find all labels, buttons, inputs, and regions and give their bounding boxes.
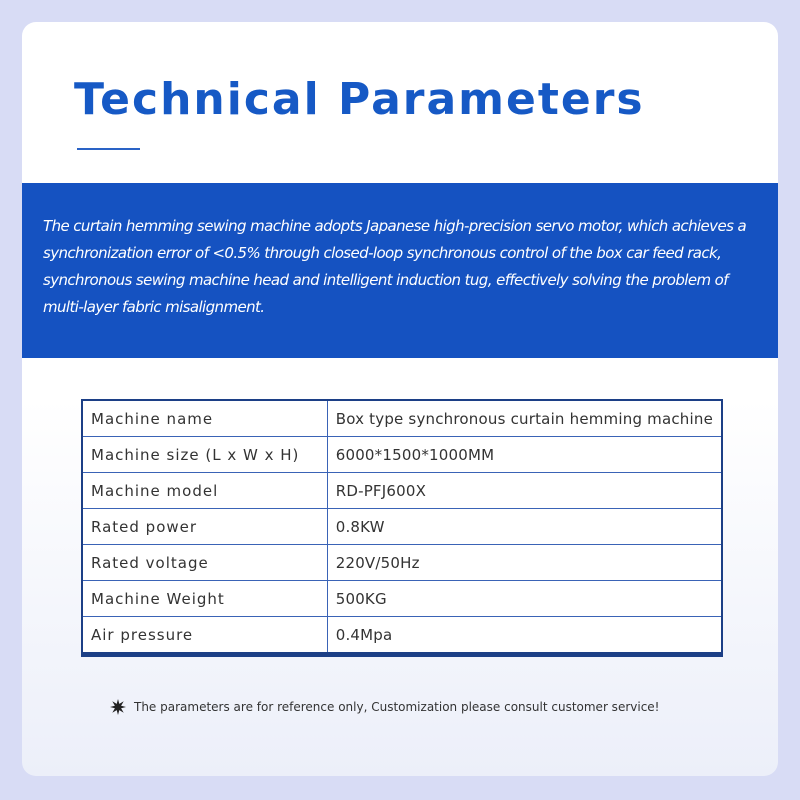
parameter-value: RD-PFJ600X [327,473,722,509]
table-row [82,509,722,545]
parameter-label: Rated voltage [82,545,327,581]
parameter-label: Air pressure [82,617,327,654]
parameter-label: Machine name [82,400,327,437]
asterisk-icon [110,699,126,715]
parameter-value: 0.4Mpa [327,617,722,654]
parameter-label: Machine model [82,473,327,509]
parameter-label: Machine Weight [82,581,327,617]
parameter-value: 0.8KW [327,509,722,545]
parameter-value: 500KG [327,581,722,617]
table-row [82,545,722,581]
table-row [82,617,722,654]
table-row [82,400,722,437]
table-row [82,437,722,473]
parameter-value: 6000*1500*1000MM [327,437,722,473]
description-text: The curtain hemming sewing machine adopts Japanese high-precision servo motor, which achieves a synchronization error of <0.5% through closed-loop synchronous control of the box car feed rack, synchronous sewing machine head and intelligent induction tug, effectively solving the problem of multi-layer fabric misalignment. [43,217,747,316]
page-title: Technical Parameters [74,74,645,125]
parameter-value: Box type synchronous curtain hemming machine [327,400,722,437]
title-underline [77,148,140,150]
parameters-table [81,399,723,654]
disclaimer-text: The parameters are for reference only, Customization please consult customer service! [134,700,660,714]
parameter-label: Machine size (L x W x H) [82,437,327,473]
content-card [22,22,778,776]
disclaimer-note [110,699,659,715]
parameter-label: Rated power [82,509,327,545]
table-row [82,581,722,617]
table-row [82,473,722,509]
parameter-value: 220V/50Hz [327,545,722,581]
description-banner [22,183,778,358]
